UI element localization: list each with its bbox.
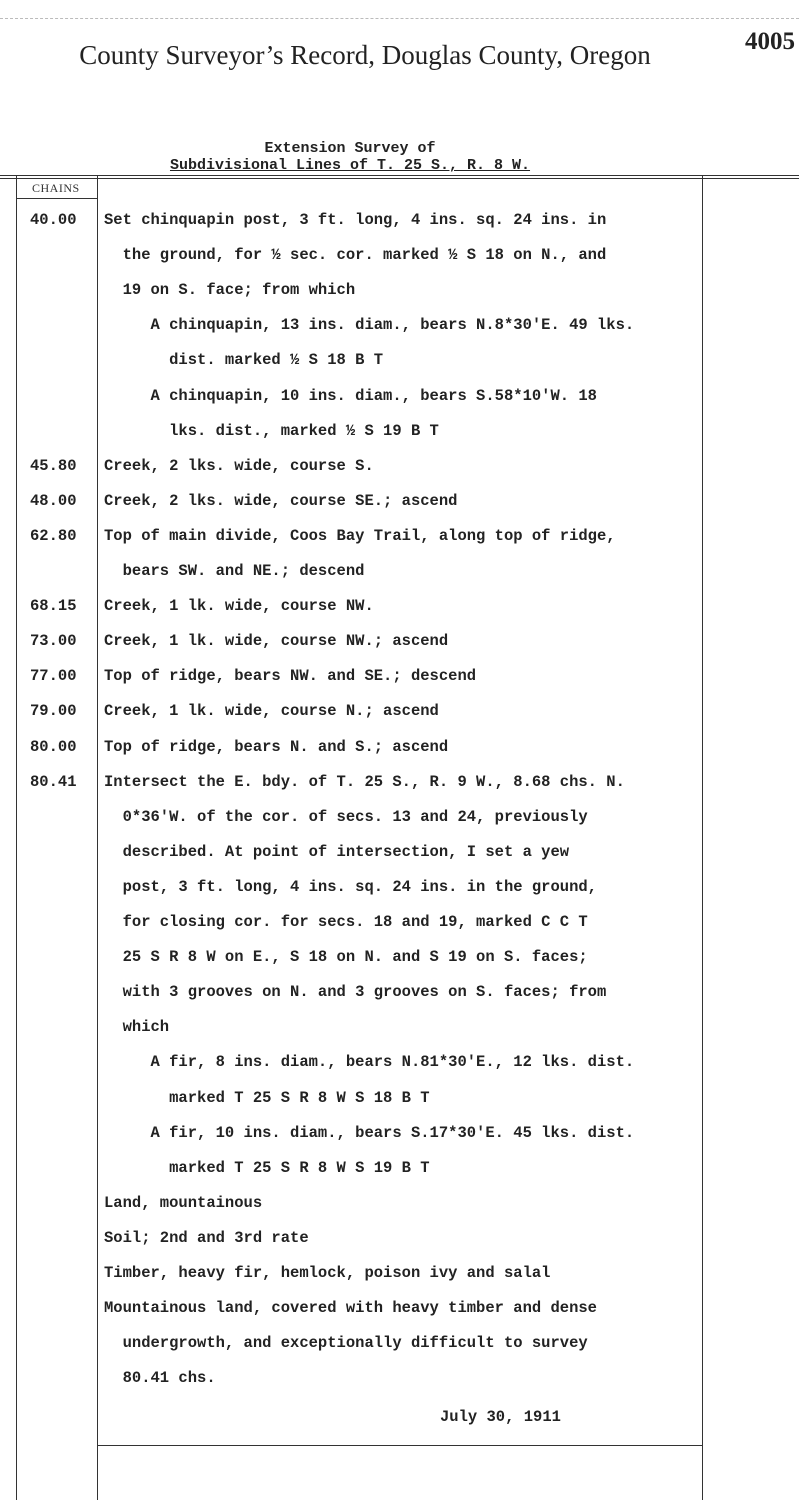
survey-subheading: Subdivisional Lines of T. 25 S., R. 8 W. [169,157,531,174]
chains-column-label: CHAINS [32,181,80,195]
entry-line: bears SW. and NE.; descend [104,562,365,580]
entry-line: Creek, 1 lk. wide, course N.; ascend [104,702,439,721]
entry-line: 0*36'W. of the cor. of secs. 13 and 24, previously [104,807,588,826]
top-dashed-line [0,18,799,19]
page-number: 4005 [745,28,795,55]
entry-line: Creek, 1 lk. wide, course NW. [104,597,374,616]
entry-line: dist. marked ½ S 18 B T [104,351,384,370]
entry-line: Land, mountainous [104,1193,263,1212]
chains-divider-line [97,176,98,1500]
chains-value: 77.00 [30,667,77,686]
chains-value: 48.00 [30,491,77,510]
chains-value: 62.80 [30,526,77,545]
entry-line: 19 on S. face; from which [104,281,356,300]
right-margin-line [702,176,703,1500]
entry-line: 80.41 chs. [104,1369,216,1388]
entry-line: undergrowth, and exceptionally difficult to survey [104,1334,588,1353]
entry-line: Mountainous land, covered with heavy timber and dense [104,1299,597,1318]
left-margin-line [16,176,17,1500]
table-top-rule [0,175,799,176]
entry-line: Timber, heavy fir, hemlock, poison ivy and salal [104,1264,551,1282]
entry-line: Creek, 1 lk. wide, course NW.; ascend [104,632,449,651]
entry-line: marked T 25 S R 8 W S 19 B T [104,1158,430,1177]
chains-header-rule [16,198,97,199]
chains-value: 45.80 [30,456,77,475]
chains-value: 73.00 [30,632,77,651]
entry-line: lks. dist., marked ½ S 19 B T [104,421,439,440]
entry-line: A chinquapin, 10 ins. diam., bears S.58*10'W. 18 [104,386,597,405]
entry-line: Top of main divide, Coos Bay Trail, along top of ridge, [104,526,616,545]
chains-value: 79.00 [30,702,77,721]
entry-line: Top of ridge, bears N. and S.; ascend [104,737,449,756]
entry-line: for closing cor. for secs. 18 and 19, marked C C T [104,913,588,931]
entry-line: A fir, 10 ins. diam., bears S.17*30'E. 45 lks. dist. [104,1123,635,1142]
chains-value: 40.00 [30,211,77,229]
entry-line: Soil; 2nd and 3rd rate [104,1228,309,1247]
entry-line: marked T 25 S R 8 W S 18 B T [104,1088,430,1107]
chains-value: 80.00 [30,737,77,756]
entry-line: Intersect the E. bdy. of T. 25 S., R. 9 W., 8.68 chs. N. [104,772,625,791]
footer-rule [97,1445,703,1446]
entry-line: Creek, 2 lks. wide, course SE.; ascend [104,491,458,510]
entry-line: which [104,1018,170,1037]
entry-line: A chinquapin, 13 ins. diam., bears N.8*30'E. 49 lks. [104,316,635,335]
entry-line: post, 3 ft. long, 4 ins. sq. 24 ins. in the ground, [104,877,597,896]
record-date: July 30, 1911 [440,1408,561,1426]
entry-line: described. At point of intersection, I set a yew [104,842,570,861]
chains-value: 68.15 [30,597,77,616]
entry-line: Set chinquapin post, 3 ft. long, 4 ins. sq. 24 ins. in [104,211,607,229]
entry-line: with 3 grooves on N. and 3 grooves on S. faces; from [104,983,607,1002]
survey-heading: Extension Survey of [264,140,436,157]
chains-value: 80.41 [30,772,77,791]
entry-line: the ground, for ½ sec. cor. marked ½ S 18 on N., and [104,246,607,265]
entry-line: 25 S R 8 W on E., S 18 on N. and S 19 on S. faces; [104,948,588,967]
entry-line: Creek, 2 lks. wide, course S. [104,456,374,475]
record-title: County Surveyor’s Record, Douglas County, Oregon [79,40,651,70]
entry-line: A fir, 8 ins. diam., bears N.81*30'E., 12 lks. dist. [104,1053,635,1072]
table-top-rule-2 [0,178,799,179]
entry-line: Top of ridge, bears NW. and SE.; descend [104,667,477,686]
